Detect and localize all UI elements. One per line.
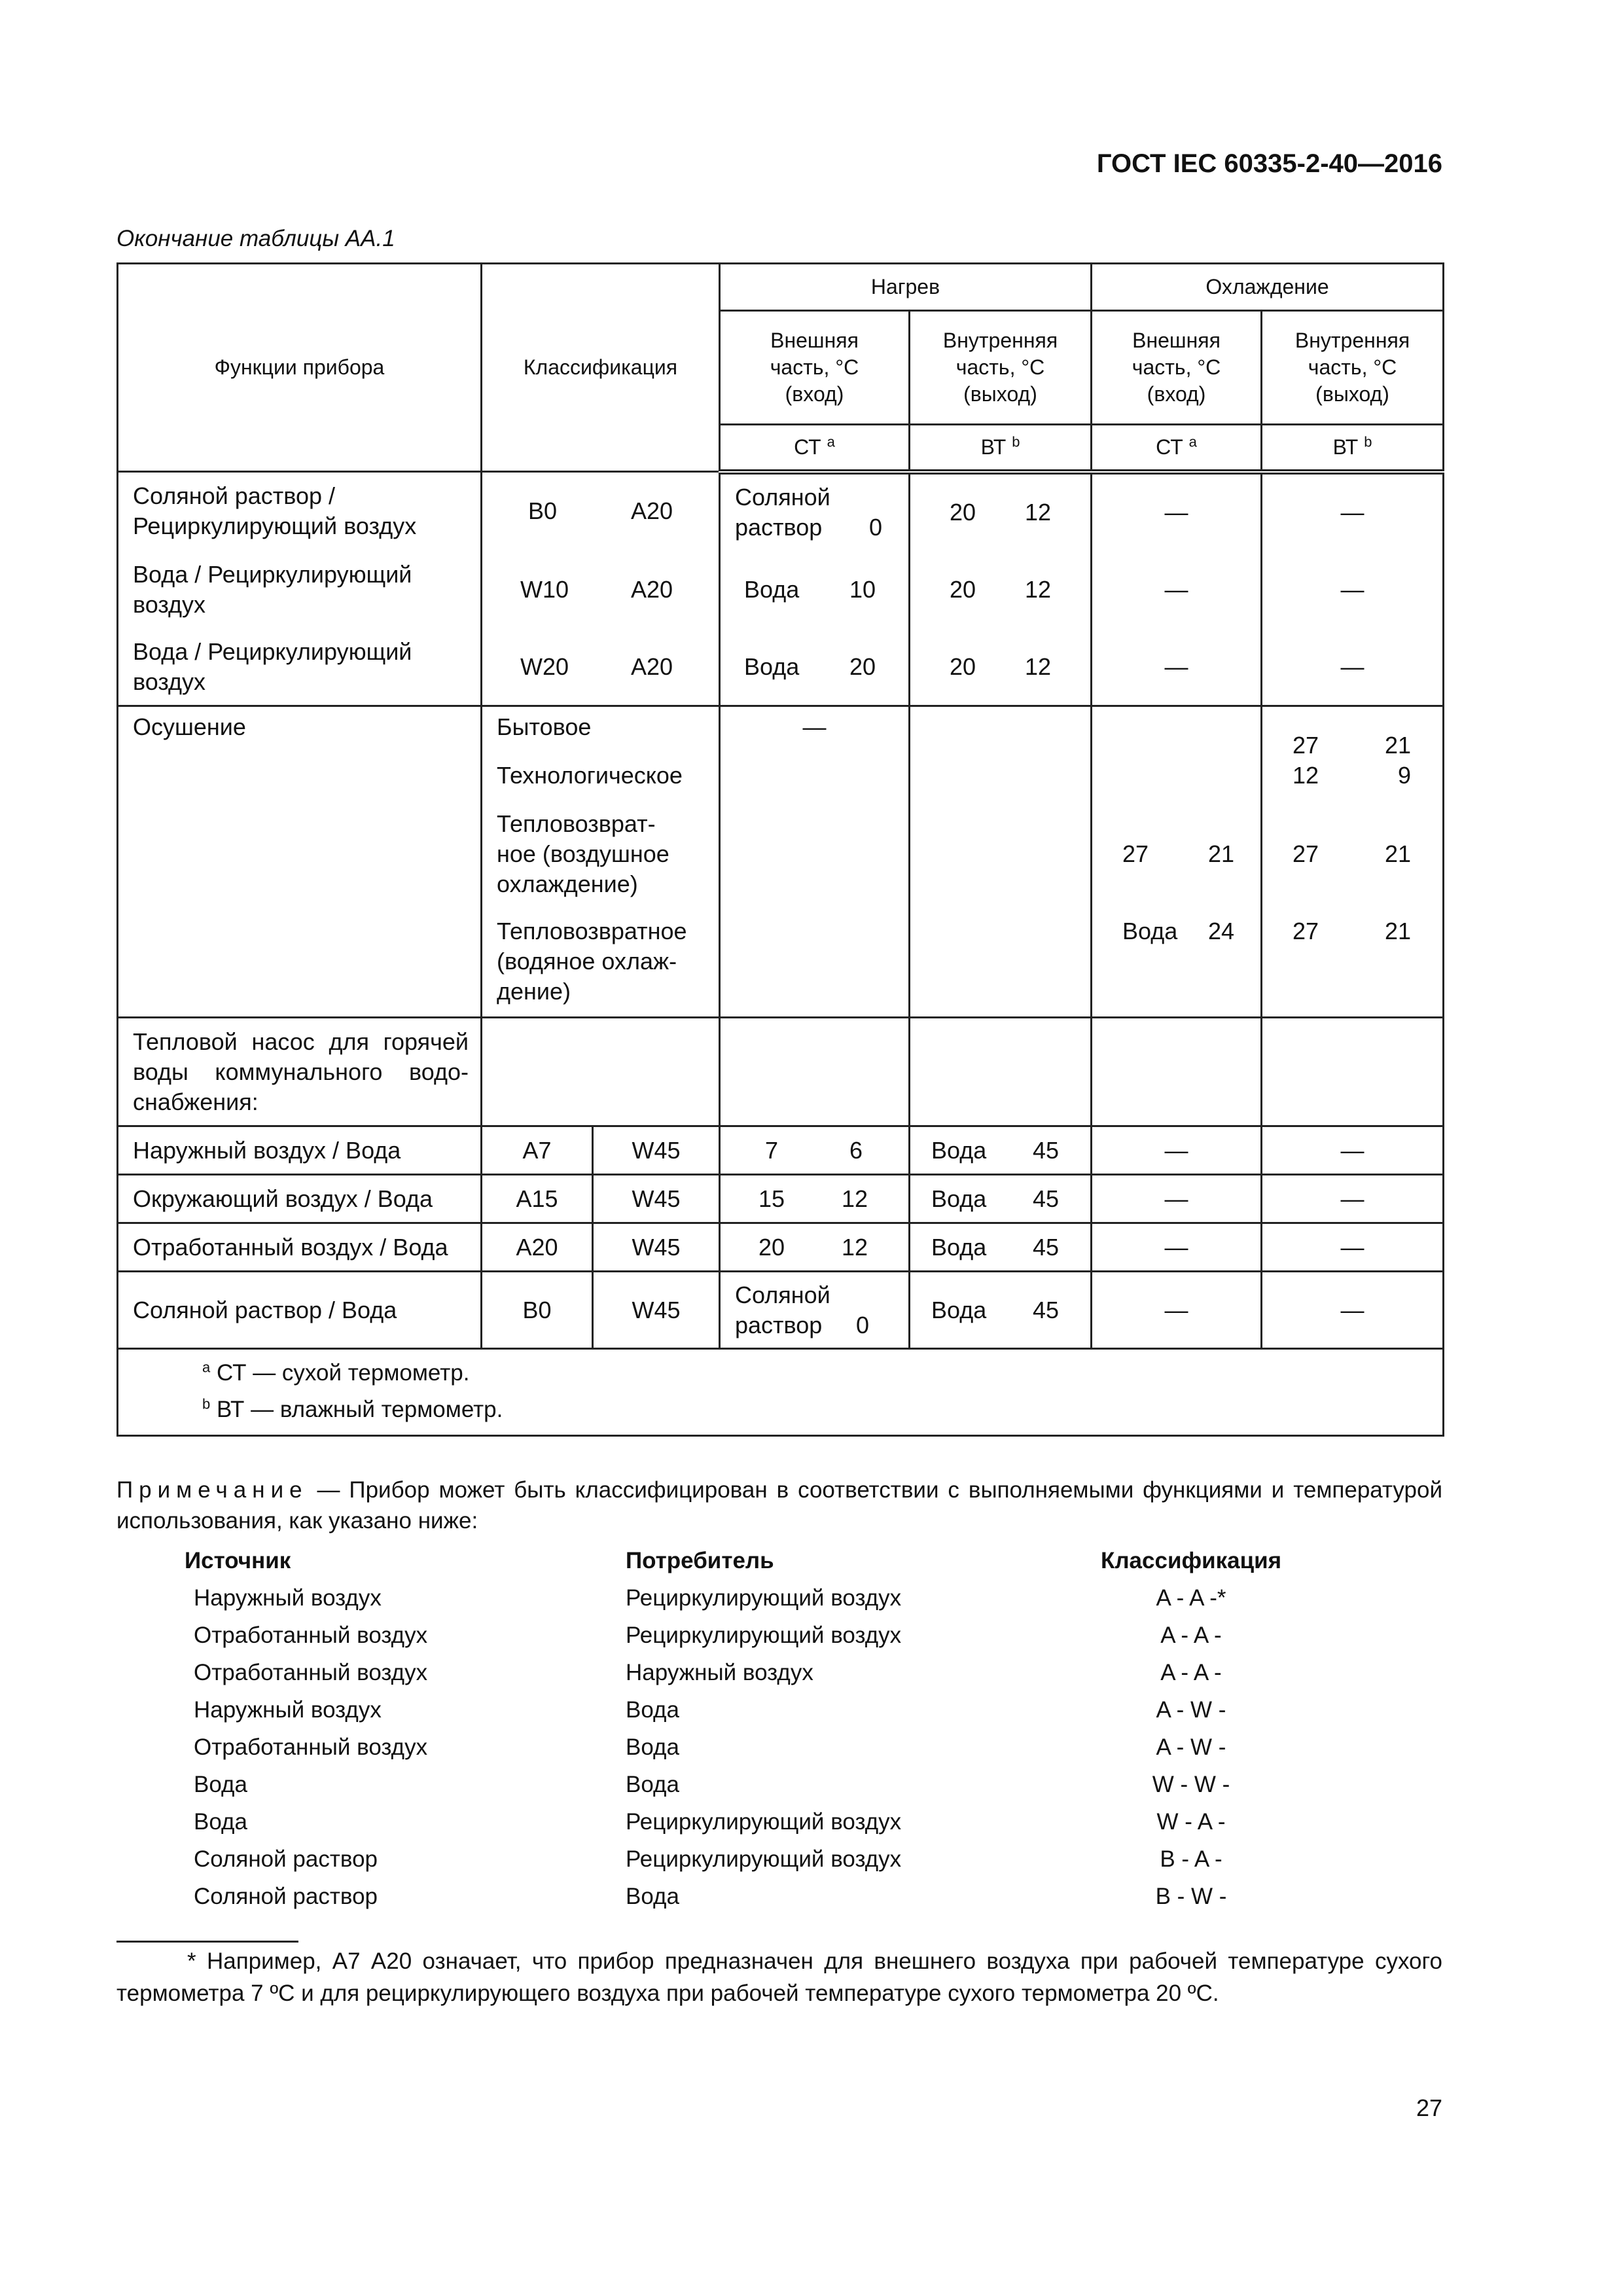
drying-item-label: Тепловозврат-ное (воздушное охлаждение)	[497, 810, 669, 897]
row-heat-inner: 20 12	[910, 550, 1092, 629]
row-cool-outer: —	[1092, 550, 1262, 629]
list-item: Соляной раствор Рециркулирующий воздух B - A -	[194, 1846, 1222, 1872]
footnote-a: $^a$ СТ — сухой термометр.	[202, 1359, 470, 1386]
list-item: Отработанный воздух Рециркулирующий воздух A - A -	[194, 1623, 1222, 1648]
empty-cell	[482, 1018, 720, 1126]
row-classification: W10 A20	[482, 550, 720, 629]
row-func: Вода / Рециркулирующий воздух	[118, 550, 482, 629]
header-ct-heat: СТ $^a$	[720, 425, 910, 472]
row-classification: B0 A20	[482, 472, 720, 550]
empty-cell	[1092, 1018, 1262, 1126]
row-heat-outer: Соляной раствор 0	[720, 1272, 910, 1349]
row-heat-inner: Вода 45	[910, 1272, 1092, 1349]
header-functions: Функции прибора	[118, 264, 482, 472]
row-cool-outer: —	[1092, 472, 1262, 550]
row-func: Соляной раствор / Рециркулирующий воздух	[118, 472, 482, 550]
header-cool-inner: Внутренняя часть, °С (выход)	[1262, 311, 1444, 425]
header-cooling: Охлаждение	[1092, 264, 1444, 311]
list-item: Вода Вода W - W -	[194, 1772, 1230, 1797]
classification-header	[116, 1548, 1360, 1585]
header-heating: Нагрев	[720, 264, 1092, 311]
list-item: Наружный воздух Рециркулирующий воздух A - A -*	[194, 1585, 1226, 1611]
row-cool-outer: —	[1092, 629, 1262, 706]
row-class-1: A20	[482, 1223, 593, 1272]
header-cool-outer: Внешняя часть, °С (вход)	[1092, 311, 1262, 425]
row-class-1: A7	[482, 1126, 593, 1175]
page-footnote: * Например, А7 А20 означает, что прибор предназначен для внешнего воздуха при рабочей температуре сухого термометра 7 ºС и для рециркулирующего воздуха при рабочей температуре сухого термометра 20 ºС.	[116, 1948, 1442, 2006]
empty-cell	[1262, 1018, 1444, 1126]
list-item: Соляной раствор Вода B - W -	[194, 1884, 1227, 1909]
drying-cool-outer: 27 21 Вода 24	[1092, 706, 1262, 1018]
list-item: Наружный воздух Вода A - W -	[194, 1697, 1226, 1723]
header-ct-cool: СТ $^a$	[1092, 425, 1262, 472]
row-func: Окружающий воздух / Вода	[118, 1175, 482, 1223]
row-class-2: W45	[593, 1126, 720, 1175]
row-heat-inner: Вода 45	[910, 1126, 1092, 1175]
empty-cell	[720, 1018, 910, 1126]
header-source: Источник	[185, 1548, 291, 1573]
row-heat-inner: Вода 45	[910, 1175, 1092, 1223]
row-cool-inner: —	[1262, 629, 1444, 706]
row-heat-outer: Вода 10	[720, 550, 910, 629]
row-heat-outer: Соляной раствор 0	[720, 472, 910, 550]
row-cool-inner: —	[1262, 1272, 1444, 1349]
note-label: Примечание	[116, 1477, 308, 1503]
document-number: ГОСТ IEC 60335-2-40—2016	[1096, 149, 1442, 178]
header-consumer: Потребитель	[626, 1548, 774, 1573]
list-item: Вода Рециркулирующий воздух W - A -	[194, 1809, 1226, 1835]
header-bt-heat: ВТ $^b$	[910, 425, 1092, 472]
header-heat-inner: Внутренняя часть, °С (выход)	[910, 311, 1092, 425]
row-cool-outer: —	[1092, 1175, 1262, 1223]
header-classification: Классификация	[482, 264, 720, 472]
list-item: Отработанный воздух Наружный воздух A - A -	[194, 1660, 1222, 1685]
row-heat-outer: Вода 20	[720, 629, 910, 706]
row-cool-outer: —	[1092, 1126, 1262, 1175]
note-paragraph	[116, 1475, 1442, 1536]
row-cool-inner: —	[1262, 1223, 1444, 1272]
row-heat-outer: 15 12	[720, 1175, 910, 1223]
row-cool-inner: —	[1262, 1175, 1444, 1223]
row-cool-outer: —	[1092, 1272, 1262, 1349]
row-heat-inner: 20 12	[910, 472, 1092, 550]
page-number: 27	[1416, 2094, 1442, 2121]
table-footnotes	[118, 1349, 1444, 1436]
hot-water-title: Тепловой насос для горячей воды коммунального водо-снабжения:	[118, 1018, 482, 1126]
row-class-1: A15	[482, 1175, 593, 1223]
drying-item-label: Бытовое	[497, 713, 592, 740]
drying-item-label: Технологическое	[497, 762, 683, 789]
row-class-2: W45	[593, 1223, 720, 1272]
classification-list	[116, 1548, 1360, 1921]
drying-classification	[482, 706, 720, 1018]
row-class-1: B0	[482, 1272, 593, 1349]
footnote-b: $^b$ ВТ — влажный термометр.	[202, 1395, 503, 1422]
row-func: Вода / Рециркулирующий воздух	[118, 629, 482, 706]
list-item: Отработанный воздух Вода A - W -	[194, 1734, 1226, 1760]
table-caption: Окончание таблицы АА.1	[116, 226, 395, 251]
row-func: Соляной раствор / Вода	[118, 1272, 482, 1349]
row-class-2: W45	[593, 1175, 720, 1223]
row-cool-inner: —	[1262, 472, 1444, 550]
row-classification: W20 A20	[482, 629, 720, 706]
drying-heat-inner	[910, 706, 1092, 1018]
row-cool-inner: —	[1262, 1126, 1444, 1175]
row-func: Отработанный воздух / Вода	[118, 1223, 482, 1272]
row-class-2: W45	[593, 1272, 720, 1349]
drying-item-label: Тепловозвратное (водяное охлаж-дение)	[497, 918, 687, 1005]
drying-heat-outer: —	[720, 706, 910, 1018]
classification-table	[116, 262, 1444, 1437]
row-cool-outer: —	[1092, 1223, 1262, 1272]
drying-cool-inner: 27 21 12 9 27 21 27 21	[1262, 706, 1444, 1018]
header-heat-outer: Внешняя часть, °С (вход)	[720, 311, 910, 425]
header-classification-code: Классификация	[1100, 1548, 1282, 1573]
row-heat-inner: 20 12	[910, 629, 1092, 706]
header-bt-cool: ВТ $^b$	[1262, 425, 1444, 472]
row-func-drying: Осушение	[118, 706, 482, 1018]
row-func: Наружный воздух / Вода	[118, 1126, 482, 1175]
row-heat-outer: 20 12	[720, 1223, 910, 1272]
footnote-divider	[116, 1941, 298, 1943]
empty-cell	[910, 1018, 1092, 1126]
row-heat-outer: 7 6	[720, 1126, 910, 1175]
row-heat-inner: Вода 45	[910, 1223, 1092, 1272]
note-text: — Прибор может быть классифицирован в соответствии с выполняемыми функциями и температурой использования, как указано ниже:	[116, 1477, 1442, 1534]
row-cool-inner: —	[1262, 550, 1444, 629]
